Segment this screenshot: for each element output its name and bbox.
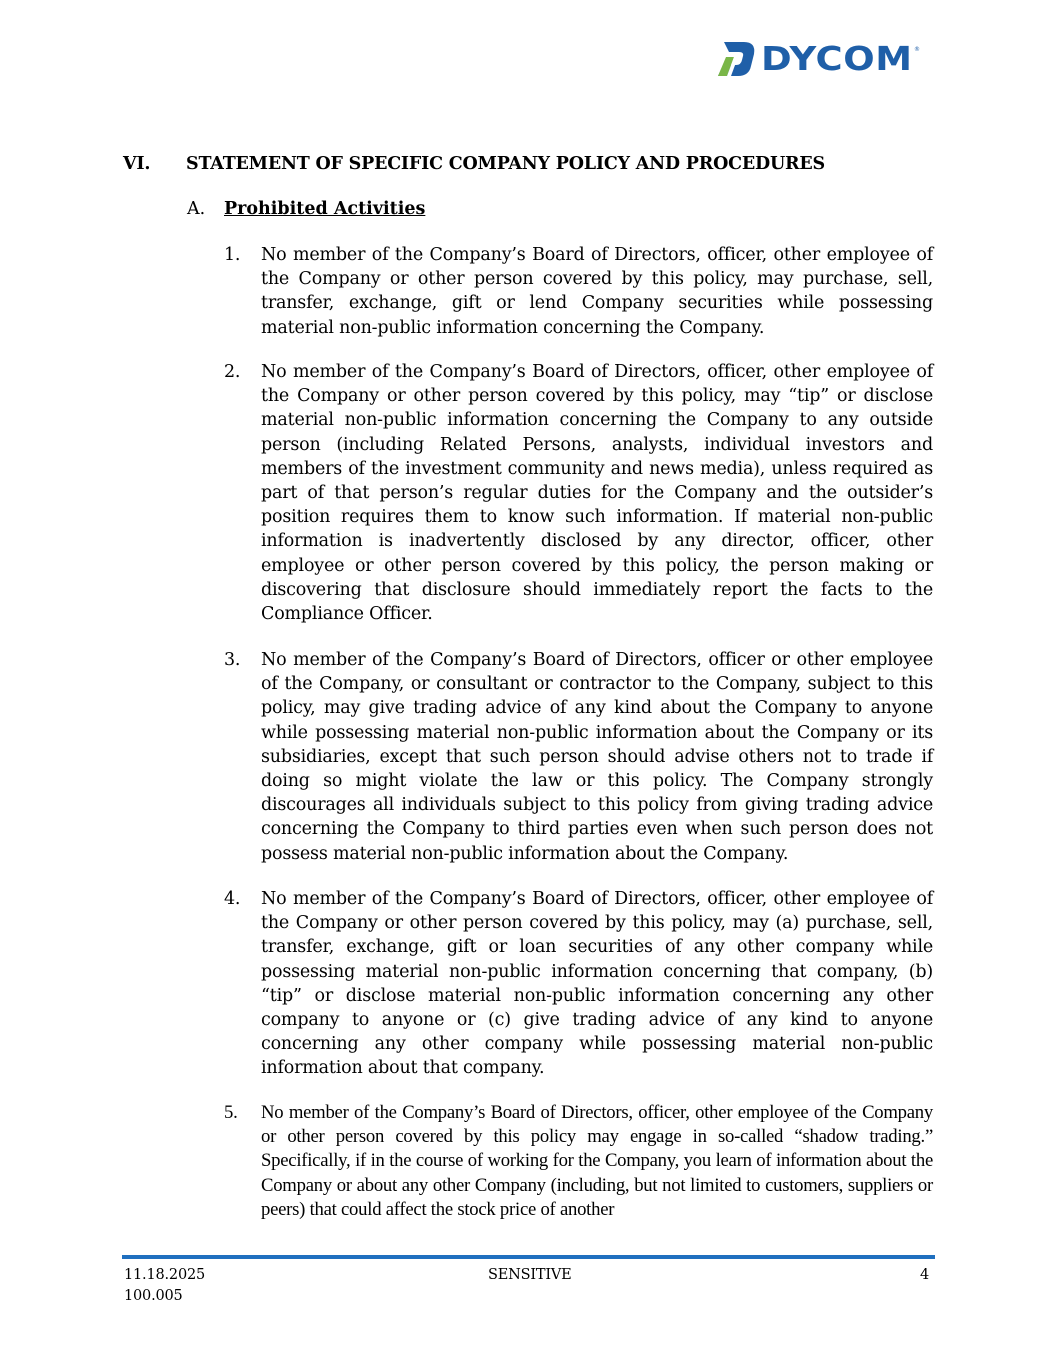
- list-item: [224, 243, 933, 340]
- logo-wordmark: DYCOM: [761, 39, 913, 78]
- list-item: [224, 648, 933, 866]
- list-item-number: 1.: [224, 245, 241, 265]
- list-item: [224, 360, 933, 626]
- logo-trademark: ®: [914, 46, 920, 53]
- list-item-text: No member of the Company’s Board of Directors, officer, other employee of the Company or other person covered by this policy, may “tip” or disclose material non-public information concerning the Company to any outside person (including Related Persons, analysts, individual investors and members of the investment community and news media), unless required as part of that person’s regular duties for the Company and the outsider’s position requires them to know such information. If material non-public information is inadvertently disclosed by any director, officer, other employee or other person covered by this policy, the person making or discovering that disclosure should immediately report the facts to the Compliance Officer.: [261, 362, 933, 625]
- list-item-number: 5.: [224, 1102, 238, 1123]
- list-item-text: No member of the Company’s Board of Directors, officer, other employee of the Company or other person covered by this policy, may purchase, sell, transfer, exchange, gift or lend Company securities while possessing material non-public information concerning the Company.: [261, 245, 933, 338]
- section-number: VI.: [123, 154, 151, 174]
- list-item-number: 2.: [224, 362, 241, 382]
- footer-left: [124, 1265, 205, 1307]
- footer-classification: SENSITIVE: [488, 1267, 572, 1283]
- company-logo: [714, 38, 920, 80]
- subsection-letter: A.: [187, 199, 206, 219]
- list-item-text: No member of the Company’s Board of Directors, officer or other employee of the Company, or consultant or contractor to the Company, subject to this policy, may give trading advice of any kind about the Company to anyone while possessing material non-public information about the Company or its subsidiaries, except that such person should advise others not to trade if doing so might violate the law or this policy. The Company strongly discourages all individuals subject to this policy from giving trading advice concerning the Company to third parties even when such person does not possess material non-public information about the Company.: [261, 650, 933, 864]
- footer-page-number: 4: [920, 1267, 930, 1283]
- section-title: STATEMENT OF SPECIFIC COMPANY POLICY AND PROCEDURES: [186, 154, 825, 174]
- list-item: [224, 887, 933, 1081]
- footer-divider: [122, 1255, 935, 1259]
- dycom-logo-icon: [714, 39, 758, 79]
- footer-doc-number: 100.005: [124, 1288, 183, 1304]
- subsection-title: Prohibited Activities: [224, 199, 426, 219]
- list-item-number: 4.: [224, 889, 241, 909]
- footer-date: 11.18.2025: [124, 1267, 206, 1283]
- list-item-number: 3.: [224, 650, 241, 670]
- list-item-text: No member of the Company’s Board of Directors, officer, other employee of the Company or other person covered by this policy, may (a) purchase, sell, transfer, exchange, gift or loan securities of any other company while possessing material non-public information concerning that company, (b) “tip” or disclose material non-public information concerning any other company to anyone or (c) give trading advice of any kind to anyone concerning any other company while possessing material non-public information about that company.: [261, 889, 933, 1079]
- list-item-text: No member of the Company’s Board of Directors, officer, other employee of the Company or other person covered by this policy may engage in so-called “shadow trading.” Specifically, if in the course of working for the Company, you learn of information about the Company or about any other Company (including, but not limited to customers, suppliers or peers) that could affect the stock price of another: [261, 1102, 933, 1220]
- list-item: [224, 1101, 933, 1222]
